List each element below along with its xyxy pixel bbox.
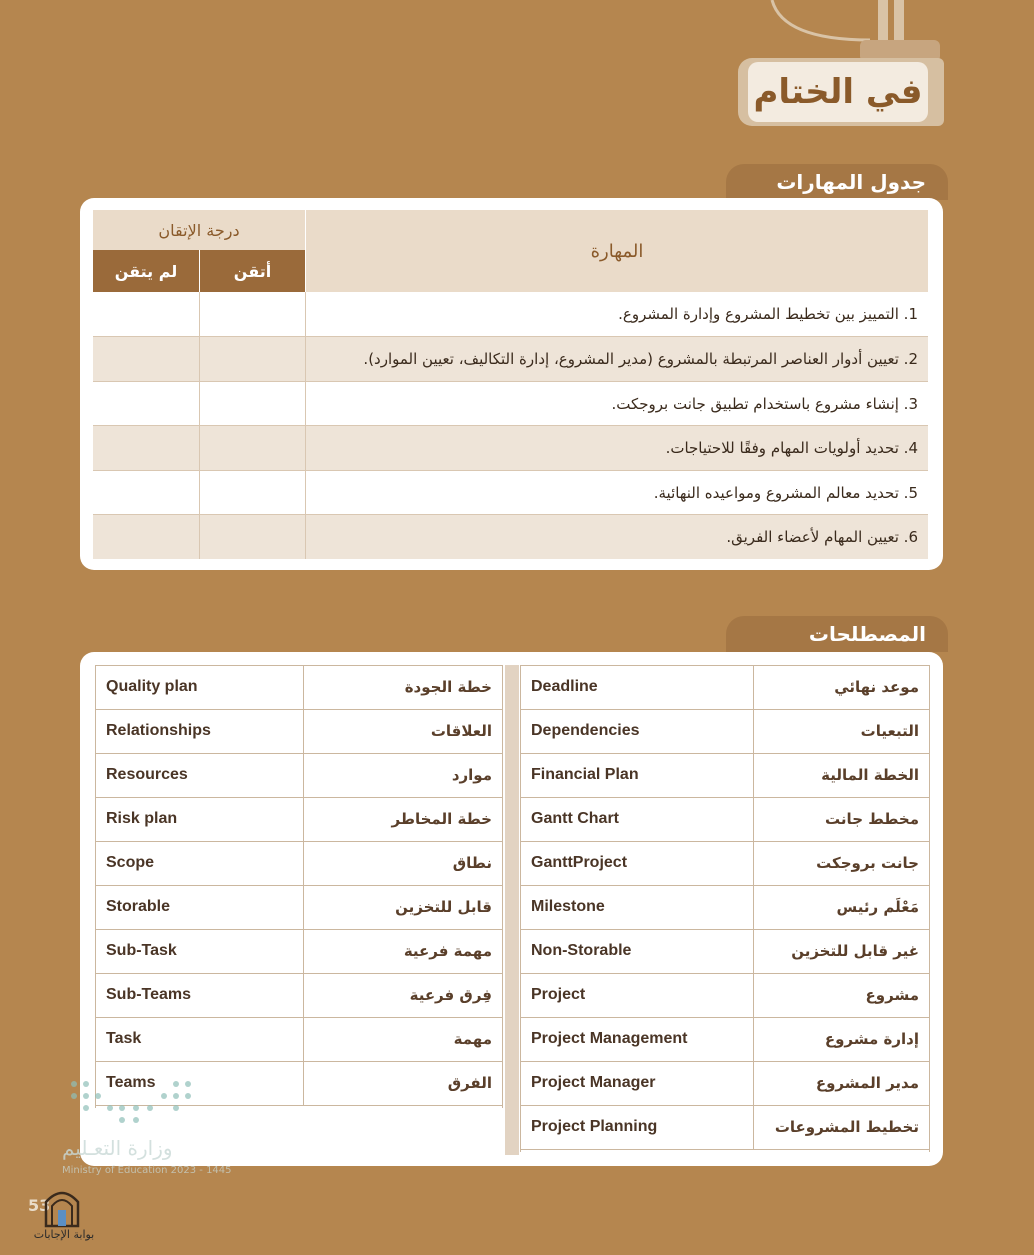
not-mastered-cell[interactable] [93,426,200,470]
answers-portal-logo-icon [42,1186,82,1228]
not-mastered-header: لم يتقن [93,250,199,292]
term-arabic: مهمة فرعية [303,929,502,973]
term-english: Quality plan [106,678,198,695]
term-english: Scope [106,854,155,871]
term-english: Project Management [531,1030,688,1047]
not-mastered-cell[interactable] [93,382,200,426]
mastered-cell[interactable] [200,292,306,336]
mastered-header: أتقن [200,250,305,292]
term-row [521,709,929,754]
mastered-cell[interactable] [200,426,306,470]
column-separator [505,665,519,1155]
not-mastered-cell[interactable] [93,337,200,381]
term-arabic: الخطة المالية [753,753,929,797]
term-arabic: إدارة مشروع [753,1017,929,1061]
term-row [521,929,929,974]
term-english: Relationships [106,722,211,739]
skill-row [93,382,928,426]
term-row [96,973,502,1018]
term-row [96,797,502,842]
skills-section-title: جدول المهارات [776,170,926,194]
term-row [96,753,502,798]
term-english: Milestone [531,898,605,915]
skill-text: 2. تعيين أدوار العناصر المرتبطة بالمشروع (مدير المشروع، إدارة التكاليف، تعيين الموارد). [363,350,918,368]
term-arabic: موعد نهائي [753,665,929,709]
mastered-cell[interactable] [200,382,306,426]
term-arabic: خطة المخاطر [303,797,502,841]
term-english: Project Planning [531,1118,658,1135]
not-mastered-cell[interactable] [93,515,200,559]
term-row [96,929,502,974]
answers-portal-label: بوابة الإجابات [33,1228,95,1241]
skill-row [93,471,928,515]
term-arabic: مشروع [753,973,929,1017]
term-arabic: مخطط جانت [753,797,929,841]
term-arabic: نطاق [303,841,502,885]
mastery-header: درجة الإتقان [93,210,305,250]
term-arabic: غير قابل للتخزين [753,929,929,973]
ministry-name-english: Ministry of Education 2023 - 1445 [62,1165,232,1176]
term-english: Non-Storable [531,942,632,959]
term-arabic: موارد [303,753,502,797]
term-row [521,1105,929,1150]
term-row [521,1061,929,1106]
term-arabic: الفرق [303,1061,502,1105]
skill-header: المهارة [306,210,928,292]
skill-text: 4. تحديد أولويات المهام وفقًا للاحتياجات. [665,439,918,457]
mastered-cell[interactable] [200,471,306,515]
term-arabic: خطة الجودة [303,665,502,709]
skill-text: 3. إنشاء مشروع باستخدام تطبيق جانت بروجكت. [611,395,918,413]
page-title: في الختام [753,72,923,112]
page-number: 53 [28,1196,51,1215]
term-arabic: قابل للتخزين [303,885,502,929]
term-row [96,1017,502,1062]
term-arabic: العلاقات [303,709,502,753]
term-english: Gantt Chart [531,810,619,827]
skill-row [93,426,928,470]
term-english: Risk plan [106,810,178,827]
term-row [96,665,502,710]
term-english: Project [531,986,586,1003]
term-english: Financial Plan [531,766,639,783]
term-english: Deadline [531,678,598,695]
term-english: Project Manager [531,1074,656,1091]
term-english: Resources [106,766,188,783]
term-english: Dependencies [531,722,640,739]
term-english: Teams [106,1074,156,1091]
skill-text: 5. تحديد معالم المشروع ومواعيده النهائية. [653,484,918,502]
term-english: Sub-Task [106,942,177,959]
term-arabic: مهمة [303,1017,502,1061]
term-arabic: مَعْلَم رئيس [753,885,929,929]
skill-row [93,337,928,381]
not-mastered-cell[interactable] [93,292,200,336]
term-english: GanttProject [531,854,628,871]
term-row [521,841,929,886]
ministry-logo-dots-icon [66,1078,201,1128]
term-row [96,841,502,886]
term-arabic: تخطيط المشروعات [753,1105,929,1149]
term-arabic: جانت بروجكت [753,841,929,885]
term-row [521,973,929,1018]
mastered-cell[interactable] [200,337,306,381]
skill-row [93,515,928,559]
term-row [521,797,929,842]
term-row [521,753,929,798]
term-arabic: مدير المشروع [753,1061,929,1105]
term-row [521,665,929,710]
term-arabic: التبعيات [753,709,929,753]
term-row [96,885,502,930]
term-row [521,1017,929,1062]
ministry-name-arabic: وزارة التعـليم [62,1136,173,1160]
term-row [521,885,929,930]
term-arabic: فِرق فرعية [303,973,502,1017]
term-english: Task [106,1030,142,1047]
skill-text: 1. التمييز بين تخطيط المشروع وإدارة المشروع. [618,305,918,323]
skill-row [93,292,928,336]
term-english: Sub-Teams [106,986,192,1003]
skill-text: 6. تعيين المهام لأعضاء الفريق. [726,528,918,546]
mastered-cell[interactable] [200,515,306,559]
not-mastered-cell[interactable] [93,471,200,515]
terms-section-title: المصطلحات [808,622,926,646]
term-english: Storable [106,898,171,915]
term-row [96,709,502,754]
